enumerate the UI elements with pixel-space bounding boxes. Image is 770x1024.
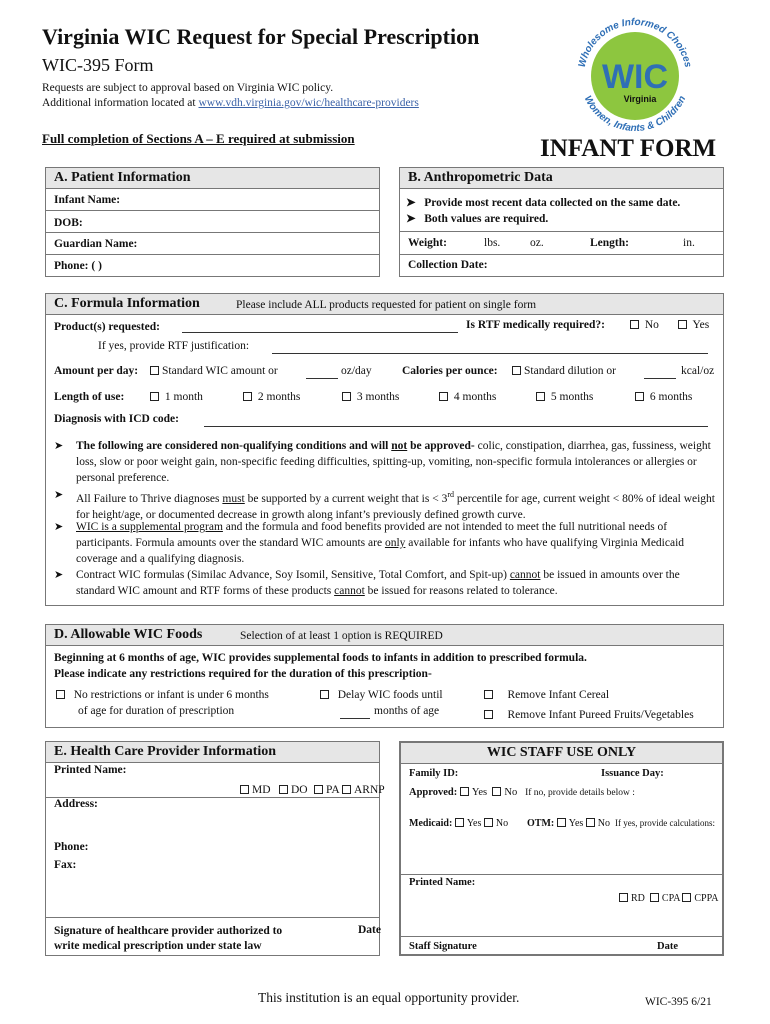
section-d-title: D. Allowable WIC Foods: [54, 627, 203, 642]
family-id[interactable]: Family ID:: [409, 768, 459, 779]
medicaid-row: Medicaid: Yes No: [409, 818, 509, 829]
logo-state: Virginia: [623, 94, 657, 104]
do-option[interactable]: DO: [279, 784, 308, 796]
form-title: Virginia WIC Request for Special Prescription: [42, 24, 480, 49]
provider-phone[interactable]: Phone:: [54, 841, 89, 853]
section-d-header: [46, 625, 723, 646]
amount-label: Amount per day:: [54, 365, 139, 377]
approved-row: Approved: Yes No If no, provide details below :: [409, 787, 635, 798]
wic-logo: [570, 14, 700, 132]
foods-intro: Beginning at 6 months of age, WIC provides supplemental foods to infants in addition to prescribed formula.: [54, 652, 587, 664]
kcal-input[interactable]: [644, 378, 676, 379]
arnp-option[interactable]: ARNP: [342, 784, 385, 796]
weight-label[interactable]: Weight:: [408, 237, 447, 249]
section-b-anthropometric: [399, 167, 724, 277]
kcal-unit: kcal/oz: [681, 365, 715, 377]
checkbox[interactable]: [512, 366, 521, 375]
section-e-provider: [45, 741, 385, 956]
issuance-day[interactable]: Issuance Day:: [601, 768, 664, 779]
checkbox[interactable]: [650, 893, 659, 902]
checkbox[interactable]: [678, 320, 687, 329]
anthro-bullet-2: ➤ Both values are required.: [406, 213, 549, 225]
rtf-question: Is RTF medically required?:: [466, 319, 605, 331]
in-unit: in.: [683, 237, 695, 249]
duration-3-months[interactable]: 3 months: [342, 391, 399, 403]
checkbox[interactable]: [150, 392, 159, 401]
collection-date-field[interactable]: Collection Date:: [408, 259, 488, 271]
phone-field[interactable]: Phone: ( ): [54, 260, 102, 272]
checkbox[interactable]: [460, 787, 469, 796]
checkbox[interactable]: [484, 710, 493, 719]
divider: [400, 254, 723, 255]
checkbox[interactable]: [492, 787, 501, 796]
duration-6-months[interactable]: 6 months: [635, 391, 692, 403]
checkbox[interactable]: [635, 392, 644, 401]
equal-opportunity-statement: This institution is an equal opportunity provider.: [258, 990, 520, 1005]
arrow-icon: ➤: [406, 213, 416, 225]
section-d-foods: [45, 624, 724, 728]
checkbox[interactable]: [240, 785, 249, 794]
md-option[interactable]: MD: [240, 784, 271, 796]
divider: [400, 231, 723, 232]
length-label[interactable]: Length:: [590, 237, 629, 249]
staff-credentials: RD CPA CPPA: [619, 893, 719, 904]
logo-bottom-text: Women, Infants & Children: [581, 94, 689, 132]
products-label: Product(s) requested:: [54, 321, 160, 333]
section-c-header: [46, 294, 723, 315]
rtf-yes-option[interactable]: Yes: [678, 319, 709, 331]
otm-row: OTM: Yes No If yes, provide calculations:: [527, 818, 715, 829]
ozday-unit: oz/day: [341, 365, 372, 377]
diagnosis-label: Diagnosis with ICD code:: [54, 413, 179, 425]
staff-signature[interactable]: Staff Signature: [409, 941, 477, 952]
checkbox[interactable]: [342, 785, 351, 794]
rtf-no-option[interactable]: No: [630, 319, 659, 331]
checkbox[interactable]: [557, 818, 566, 827]
delay-months-input[interactable]: [340, 718, 370, 719]
checkbox[interactable]: [439, 392, 448, 401]
divider: [401, 936, 722, 937]
remove-fruits-veg-option[interactable]: Remove Infant Pureed Fruits/Vegetables: [484, 709, 694, 721]
checkbox[interactable]: [586, 818, 595, 827]
infant-name-field[interactable]: Infant Name:: [46, 189, 379, 211]
section-c-title: C. Formula Information: [54, 296, 200, 311]
section-a-title: A. Patient Information: [46, 168, 379, 189]
pa-option[interactable]: PA: [314, 784, 340, 796]
form-type-heading: INFANT FORM: [540, 135, 717, 162]
delay-months-unit: months of age: [374, 705, 440, 717]
provider-printed-name[interactable]: Printed Name:: [54, 764, 127, 776]
checkbox[interactable]: [150, 366, 159, 375]
staff-printed-name[interactable]: Printed Name:: [409, 877, 476, 888]
arrow-icon: ➤: [54, 521, 64, 533]
section-c-formula: [45, 293, 724, 606]
duration-5-months[interactable]: 5 months: [536, 391, 593, 403]
checkbox[interactable]: [243, 392, 252, 401]
checkbox[interactable]: [682, 893, 691, 902]
duration-1-month[interactable]: 1 month: [150, 391, 203, 403]
checkbox[interactable]: [342, 392, 351, 401]
products-input[interactable]: [182, 332, 458, 333]
approval-note: Requests are subject to approval based on Virginia WIC policy.: [42, 82, 334, 94]
std-amount-option[interactable]: Standard WIC amount or: [150, 365, 278, 377]
ozday-input[interactable]: [306, 378, 338, 379]
logo-wic: WIC: [601, 58, 669, 96]
lbs-unit: lbs.: [484, 237, 501, 249]
checkbox[interactable]: [56, 690, 65, 699]
dob-field[interactable]: DOB:: [46, 211, 379, 233]
provider-signature-label-cont: write medical prescription under state law: [54, 940, 262, 952]
anthro-bullet-1: ➤ Provide most recent data collected on the same date.: [406, 197, 681, 209]
checkbox[interactable]: [630, 320, 639, 329]
remove-cereal-option[interactable]: Remove Infant Cereal: [484, 689, 609, 701]
oz-unit: oz.: [530, 237, 544, 249]
section-c-instruction: Please include ALL products requested for patient on single form: [236, 299, 537, 311]
arrow-icon: ➤: [406, 197, 416, 209]
provider-address[interactable]: Address:: [54, 798, 98, 810]
foods-restriction-prompt: Please indicate any restrictions required for the duration of this prescription-: [54, 668, 432, 680]
logo-tagline: Wholesome Informed Choices: [576, 16, 694, 69]
checkbox[interactable]: [484, 690, 493, 699]
checkbox[interactable]: [314, 785, 323, 794]
staff-date[interactable]: Date: [657, 941, 678, 952]
section-a-patient-info: [45, 167, 380, 277]
note-supplemental: WIC is a supplemental program and the formula and food benefits provided are not intended to meet the full nutritional needs of participants. Formula amounts over the standard WIC amounts are only available for infants who have qualifying Virginia Medicaid coverage and a qualifying diagnosis.: [76, 521, 685, 565]
provider-fax[interactable]: Fax:: [54, 859, 77, 871]
provider-date[interactable]: Date: [358, 924, 381, 936]
section-e-title: E. Health Care Provider Information: [46, 742, 379, 763]
note-contract-formulas: Contract WIC formulas (Similac Advance, Soy Isomil, Sensitive, Total Comfort, and Spit-up) cannot be issued in amounts over the standard WIC amount and RTF forms of these products cannot be issued for reasons related to tolerance.: [76, 569, 680, 597]
checkbox[interactable]: [484, 818, 493, 827]
duration-4-months[interactable]: 4 months: [439, 391, 496, 403]
checkbox[interactable]: [619, 893, 628, 902]
duration-2-months[interactable]: 2 months: [243, 391, 300, 403]
checkbox[interactable]: [320, 690, 329, 699]
std-dilution-option[interactable]: Standard dilution or: [512, 365, 616, 377]
info-note: Additional information located at www.vdh.virginia.gov/wic/healthcare-providers: [42, 97, 419, 109]
arrow-icon: ➤: [54, 440, 64, 452]
note-non-qualifying: The following are considered non-qualifying conditions and will not be approved- colic, constipation, diarrhea, gas, fussiness, weight loss, slow or poor weight gain, non-specific feeding difficulties, spitting-up, vomiting, non-specific formula intolerances or allergies or personal preference.: [76, 440, 711, 484]
section-d-instruction: Selection of at least 1 option is REQUIRED: [240, 630, 443, 642]
provider-signature-label[interactable]: Signature of healthcare provider authorized to: [54, 925, 283, 937]
calories-label: Calories per ounce:: [402, 365, 498, 377]
form-revision: WIC-395 6/21: [645, 996, 712, 1008]
completion-requirement: Full completion of Sections A – E required at submission: [42, 131, 355, 146]
staff-use-section: [399, 741, 724, 956]
staff-use-title: WIC STAFF USE ONLY: [401, 743, 722, 764]
provider-link[interactable]: www.vdh.virginia.gov/wic/healthcare-providers: [198, 97, 419, 109]
no-restrictions-option-cont: of age for duration of prescription: [78, 705, 235, 717]
form-number: WIC-395 Form: [42, 55, 154, 75]
arrow-icon: ➤: [54, 489, 64, 501]
length-of-use-label: Length of use:: [54, 391, 125, 403]
no-restrictions-option[interactable]: No restrictions or infant is under 6 months: [56, 689, 269, 701]
diagnosis-input[interactable]: [204, 426, 708, 427]
guardian-name-field[interactable]: Guardian Name:: [46, 233, 379, 255]
arrow-icon: ➤: [54, 569, 64, 581]
rtf-justification-label: If yes, provide RTF justification:: [98, 340, 250, 352]
divider: [46, 917, 379, 918]
delay-foods-option[interactable]: Delay WIC foods until: [320, 689, 443, 701]
rtf-justification-input[interactable]: [272, 353, 708, 354]
checkbox[interactable]: [536, 392, 545, 401]
section-b-title: B. Anthropometric Data: [400, 168, 723, 189]
divider: [401, 874, 722, 875]
note-failure-to-thrive: All Failure to Thrive diagnoses must be supported by a current weight that is < 3rd percentile for age, current weight < 80% of ideal weight for height/age, or documented decrease in growth along infant’s previously defined growth curve.: [76, 490, 715, 521]
checkbox[interactable]: [279, 785, 288, 794]
checkbox[interactable]: [455, 818, 464, 827]
